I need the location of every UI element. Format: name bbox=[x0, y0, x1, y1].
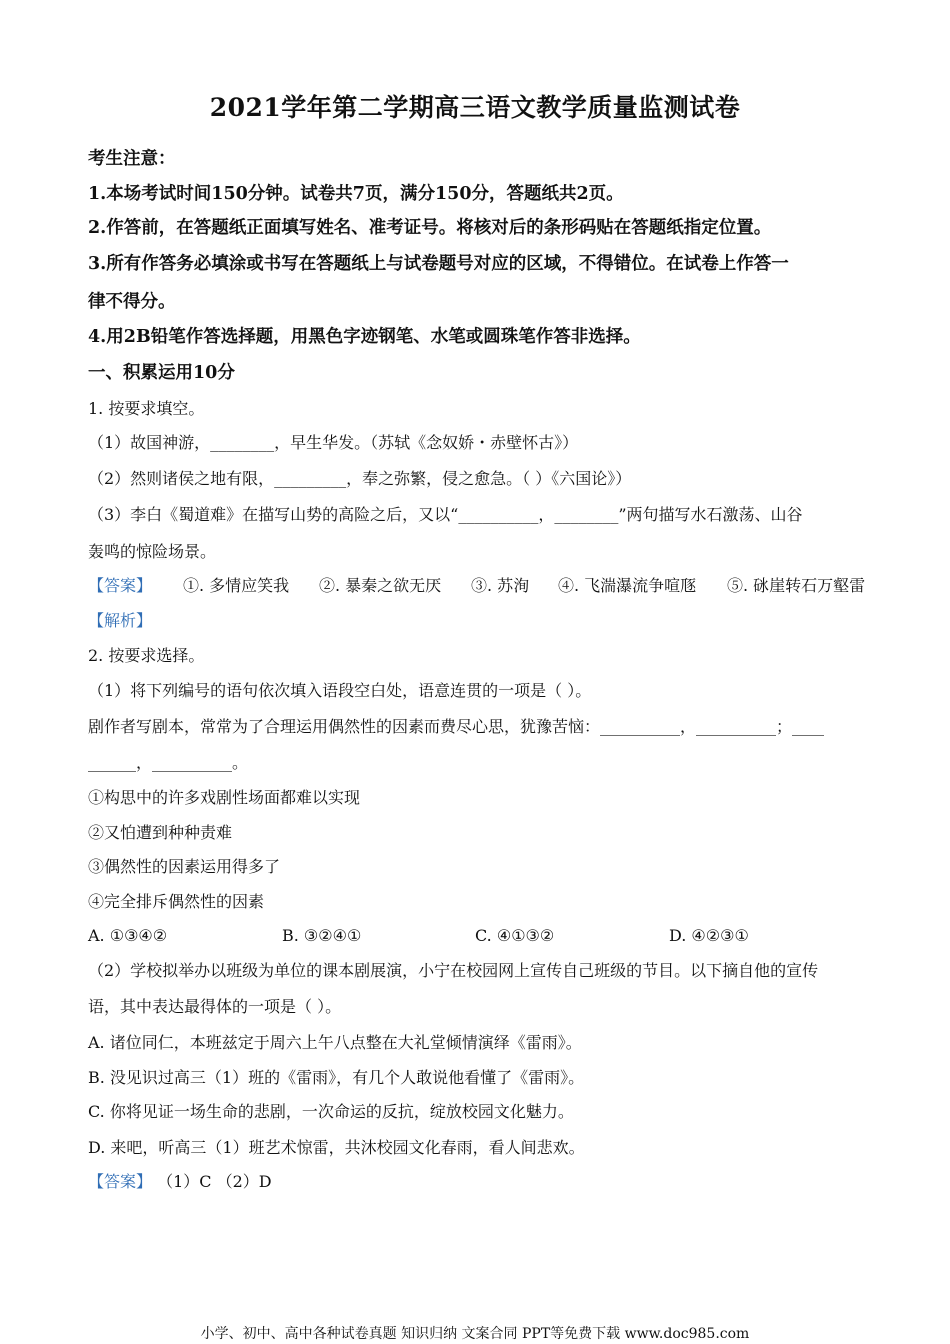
choice-c: C. ④①③② bbox=[475, 926, 555, 945]
page-title: 2021学年第二学期高三语文教学质量监测试卷 bbox=[209, 93, 741, 122]
passage-line: ______，__________。 bbox=[88, 753, 249, 772]
sentence-item: ④完全排斥偶然性的因素 bbox=[88, 892, 265, 911]
notice-item: 3.所有作答务必填涂或书写在答题纸上与试卷题号对应的区域，不得错位。在试卷上作答一 bbox=[88, 254, 789, 274]
answer-tag: 【答案】 bbox=[88, 1172, 153, 1191]
option-b: B. 没见识过高三（1）班的《雷雨》，有几个人敢说他看懂了《雷雨》。 bbox=[88, 1068, 585, 1087]
notice-item: 4.用2B铅笔作答选择题，用黑色字迹钢笔、水笔或圆珠笔作答非选择。 bbox=[88, 327, 641, 347]
sentence-item: ②又怕遭到种种责难 bbox=[88, 823, 233, 842]
question-part: （1）将下列编号的语句依次填入语段空白处，语意连贯的一项是（ ）。 bbox=[88, 681, 592, 700]
answer-row bbox=[88, 1171, 272, 1193]
answer-tag: 【答案】 bbox=[88, 576, 153, 595]
question-part: （2）然则诸侯之地有限，_________，奉之弥繁，侵之愈急。（ ）《六国论》） bbox=[88, 469, 632, 488]
answer-item: ①. 多情应笑我 bbox=[183, 576, 290, 595]
passage-line: 剧作者写剧本，常常为了合理运用偶然性的因素而费尽心思，犹豫苦恼：__________，__________；____ bbox=[88, 717, 825, 736]
answer-item: ②. 暴秦之欲无厌 bbox=[319, 576, 442, 595]
option-d: D. 来吧，听高三（1）班艺术惊雷，共沐校园文化春雨，看人间悲欢。 bbox=[88, 1138, 585, 1157]
question-part: （1）故国神游，________，早生华发。（苏轼《念奴娇・赤壁怀古》） bbox=[88, 433, 579, 452]
answer-item: ④. 飞湍瀑流争喧豗 bbox=[558, 576, 697, 595]
option-a: A. 诸位同仁，本班兹定于周六上午八点整在大礼堂倾情演绎《雷雨》。 bbox=[88, 1033, 582, 1052]
notice-heading: 考生注意： bbox=[88, 149, 176, 169]
choice-d: D. ④②③① bbox=[669, 926, 749, 945]
question-stem: 1. 按要求填空。 bbox=[88, 399, 205, 418]
question-stem: 2. 按要求选择。 bbox=[88, 646, 205, 665]
option-c: C. 你将见证一场生命的悲剧，一次命运的反抗，绽放校园文化魅力。 bbox=[88, 1102, 574, 1121]
answer-item: ③. 苏洵 bbox=[471, 576, 530, 595]
choice-a: A. ①③④② bbox=[88, 926, 168, 945]
answer-text: （1）C （2）D bbox=[157, 1172, 272, 1191]
analysis-tag: 【解析】 bbox=[88, 611, 153, 630]
section-heading: 一、积累运用10分 bbox=[88, 363, 235, 383]
sentence-item: ①构思中的许多戏剧性场面都难以实现 bbox=[88, 788, 361, 807]
notice-item: 1.本场考试时间150分钟。试卷共7页，满分150分，答题纸共2页。 bbox=[88, 184, 624, 204]
question-part: 语，其中表达最得体的一项是（ ）。 bbox=[88, 997, 342, 1016]
notice-item: 2.作答前，在答题纸正面填写姓名、准考证号。将核对后的条形码贴在答题纸指定位置。 bbox=[88, 218, 772, 238]
page-footer: 小学、初中、高中各种试卷真题 知识归纳 文案合同 PPT等免费下载 www.doc985.com bbox=[200, 1326, 750, 1342]
question-part: 轰鸣的惊险场景。 bbox=[88, 542, 217, 561]
question-part: （2）学校拟举办以班级为单位的课本剧展演，小宁在校园网上宣传自己班级的节目。以下摘自他的宣传 bbox=[88, 961, 819, 980]
answer-item: ⑤. 砯崖转石万壑雷 bbox=[727, 576, 866, 595]
sentence-item: ③偶然性的因素运用得多了 bbox=[88, 857, 281, 876]
choice-b: B. ③②④① bbox=[282, 926, 362, 945]
question-part: （3）李白《蜀道难》在描写山势的高险之后，又以“__________，________”两句描写水石激荡、山谷 bbox=[88, 505, 803, 524]
notice-item: 律不得分。 bbox=[88, 292, 176, 312]
